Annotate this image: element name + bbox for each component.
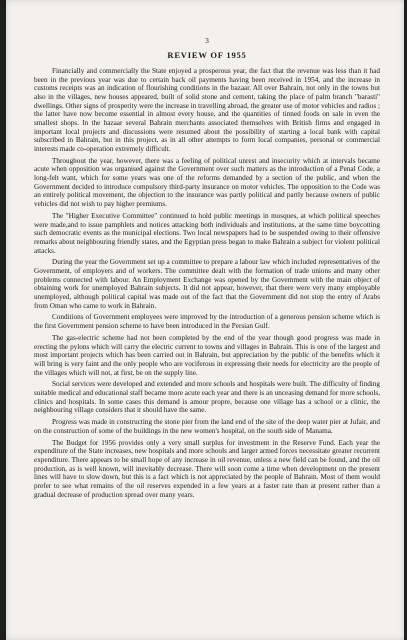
paragraph-political-unrest: Throughout the year, however, there was a feeling of political unrest and insecurity which at intervals became acute when opposition was organised against the Government over such matters as the introduction of a Penal Code, a long-felt want, which for some years was one of the reforms demanded by a section of the public, and when the Government decided to introduce compulsory third-party insurance on motor vehicles. The opposition to the Code was an entirely political movement, the objection to the insurance was partly political and partly because owners of public vehicles did not wish to pay higher premiums. <box>34 156 380 209</box>
paragraph-executive-committee: The "Higher Executive Committee" continued to hold public meetings in mosques, at which political speeches were made,and to issue pamphlets and notices attacking both individuals and institutions, at the same time boycotting such democratic events as the municipal elections. Two local newspapers had to be suspended owing to their offensive remarks about neighbouring friendly states, and the Egyptian press began to make Bahrain a subject for violent political attacks. <box>34 211 380 255</box>
paragraph-pension-scheme: Conditions of Government employees were improved by the introduction of a generous pension scheme which is the first Government pension scheme to have been introduced in the Persian Gulf. <box>34 313 380 331</box>
paragraph-labour-law: During the year the Government set up a committee to prepare a labour law which included representatives of the Government, of employers and of workers. The committee dealt with the formation of trade unions and many other problems connected with labour. An Employment Exchange was opened by the Government with the main object of obtaining work for unemployed Bahrain subjects. It did not appear, however, that there were very many employable unemployed, although political capital was made out of the fact that the Government did not stop the entry of Arabs from Oman who came to work in Bahrain. <box>34 258 380 310</box>
paragraph-pier-progress: Progress was made in constructing the stone pier from the land end of the site of the deep water pier at Jufair, and on the construction of some of the buildings in the new women's hospital, on the south side of Manama. <box>34 418 380 435</box>
paragraph-prosperity: Financially and commercially the State enjoyed a prosperous year, the fact that the revenue was less than it had been in the previous year was due to certain back oil payments having been received in 1954, and the increase in customs receipts was an indication of flourishing conditions in the bazaar. All over Bahrain, not only in the towns but also in the villages, new houses appeared, built of solid stone and cement, taking the place of palm branch "barasti" dwellings. Other signs of prosperity were the increase in travelling abroad, the greater use of motor vehicles and radios ; the latter have now become essential in almost every house, and the quantities of tinned foods on sale in even the smallest shops. In the bazaar several Bahrain merchants associated themselves with British firms and engaged in important local projects and discussions were resumed about the possibility of starting a local bank with capital subscribed in Bahrain, but in this project, as in all other attempts to form local companies, personal or commercial interests made co-operation extremely difficult. <box>34 67 380 153</box>
page-number: 3 <box>205 36 209 45</box>
page-content <box>34 36 380 503</box>
paragraph-social-services: Social services were developed and extended and more schools and hospitals were built. The difficulty of finding suitable medical and educational staff became more acute each year and there is an unceasing demand for more schools, clinics and hospitals. In some cases this demand is amour propre, because one village has a school or a clinic, the neighbouring village considers that it should have the same. <box>34 380 380 415</box>
document-page <box>6 0 404 640</box>
paragraph-gas-electric: The gas-electric scheme had not been completed by the end of the year though good progress was made in erecting the pylons which will carry the electric current to towns and villages in Bahrain. This is one of the largest and most important projects which has been carried out in Bahrain, but appreciation by the public of the benefits which it will bring is very faint and the only people who are vociferous in expressing their needs for electricity are the people of the villages which will not, at first, be on the supply line. <box>34 333 380 377</box>
paragraph-budget: The Budget for 1956 provides only a very small surplus for investment in the Reserve Fund. Each year the expenditure of the State increases, new hospitals and more schools and larger armed forces necessitate greater recurrent expenditure. There appears to be small hope of any increase in oil revenue, unless a new field can be found, and the oil production, as is well known, will inevitably decrease. There will soon come a time when development on the present lines will have to slow down, but this is a fact which is not appreciated by the people of Bahrain. Most of them would prefer to see what remains of the oil reserves expended in a few years at a faster rate than at present rather than a gradual decrease of production spread over many years. <box>34 438 380 499</box>
page-title: REVIEW OF 1955 <box>167 50 247 60</box>
